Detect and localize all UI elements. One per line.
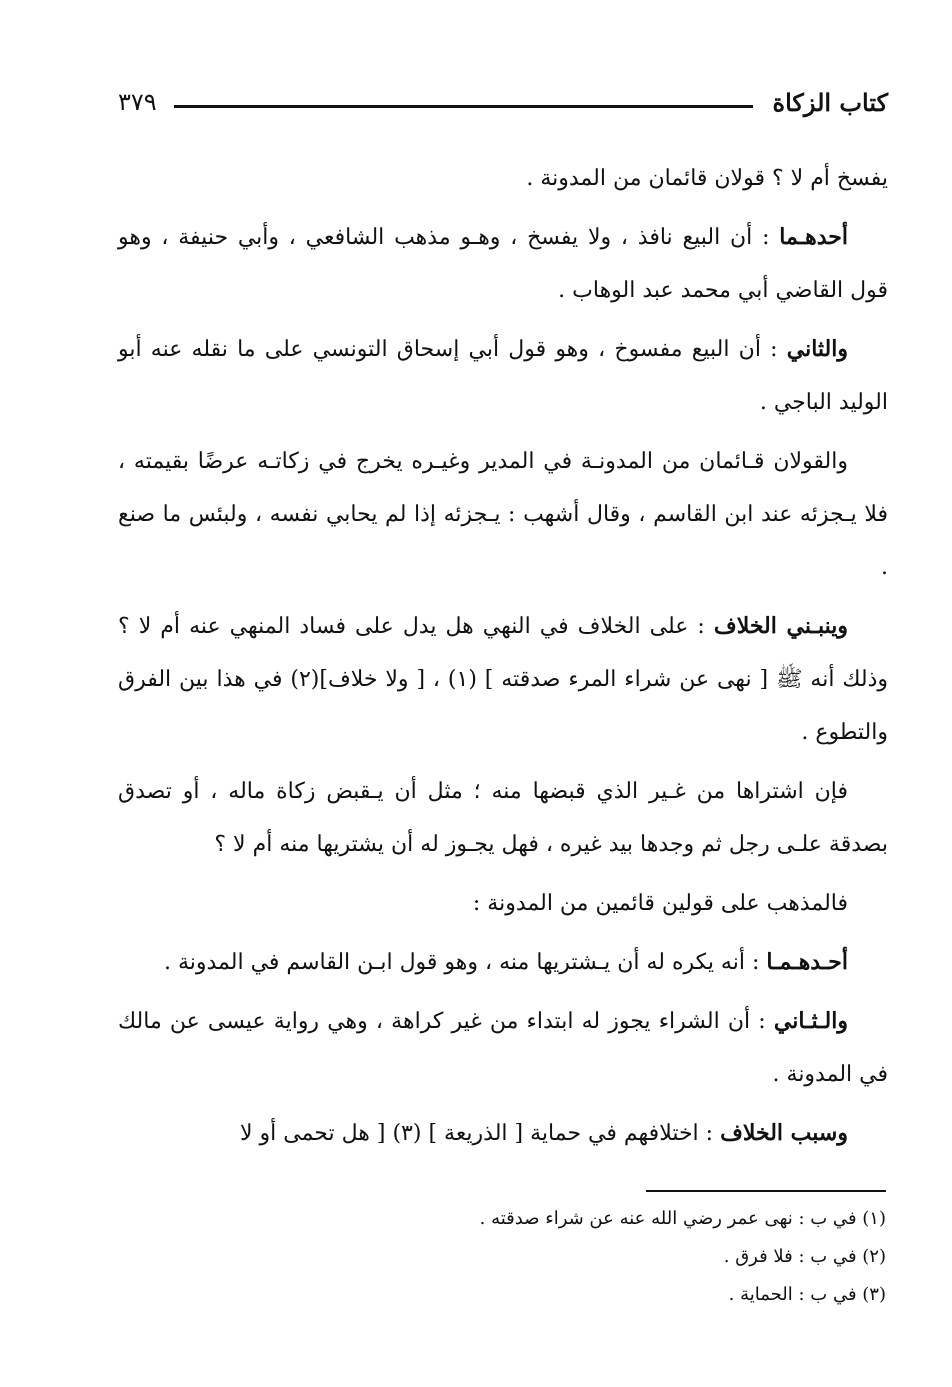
paragraph-lead: والثاني [786, 336, 848, 362]
paragraph-lead: والـثـاني [773, 1008, 848, 1034]
paragraph: والقولان قـائمان من المدونـة في المدير وغيـره يخرج في زكاتـه عرضًا بقيمته ، فلا يـجزئه عند ابن القاسم ، وقال أشهب : يـجزئه إذا لم يحابي نفسه ، ولبئس ما صنع . [118, 449, 888, 580]
paragraph-lead: أحـدهـمـا [766, 949, 848, 975]
chapter-title: كتاب الزكاة [772, 88, 888, 117]
paragraph: والثاني : أن البيع مفسوخ ، وهو قول أبي إسحاق التونسي على ما نقله عنه أبو الوليد الباجي . [118, 336, 888, 415]
paragraph: وسبب الخلاف : اختلافهم في حماية [ الذريعة ] (٣) [ هل تحمى أو لا [239, 1120, 848, 1146]
paragraph: والـثـاني : أن الشراء يجوز له ابتداء من غير كراهة ، وهي رواية عيسى عن مالك في المدونة . [118, 1008, 888, 1087]
footnote: (٣) في ب : الحماية . [728, 1284, 886, 1305]
paragraph: فالمذهب على قولين قائمين من المدونة : [472, 891, 848, 916]
paragraph: أحدهـما : أن البيع نافذ ، ولا يفسخ ، وهـو مذهب الشافعي ، وأبي حنيفة ، وهو قول القاضي أبي محمد عبد الوهاب . [118, 224, 888, 303]
paragraph: فإن اشتراها من غـير الذي قبضها منه ؛ مثل أن يـقبض زكاة ماله ، أو تصدق بصدقة علـى رجل ثم وجدها بيد غيره ، فهل يجـوز له أن يشتريها منه أم لا ؟ [118, 779, 888, 857]
running-header [118, 88, 888, 128]
paragraph-lead: وينبـني الخلاف [713, 613, 848, 639]
paragraph-lead: أحدهـما [779, 224, 848, 250]
paragraph: أحـدهـمـا : أنه يكره له أن يـشتريها منه ، وهو قول ابـن القاسم في المدونة . [163, 949, 848, 975]
footnote: (٢) في ب : فلا فرق . [723, 1246, 886, 1267]
header-rule [174, 105, 753, 108]
paragraph: وينبـني الخلاف : على الخلاف في النهي هل يدل على فساد المنهي عنه أم لا ؟ وذلك أنه ﷺ [ نهى عن شراء المرء صدقته ] (١) ، [ ولا خلاف](٢) في هذا بين الفرق والتطوع . [118, 613, 888, 745]
footnote: (١) في ب : نهى عمر رضي الله عنه عن شراء صدقته . [479, 1208, 886, 1229]
page-number: ٣٧٩ [118, 88, 157, 116]
footnote-separator [646, 1190, 886, 1192]
main-text [118, 152, 888, 1166]
paragraph-lead: وسبب الخلاف [720, 1120, 848, 1146]
footnotes [386, 1200, 886, 1314]
paragraph: يفسخ أم لا ؟ قولان قائمان من المدونة . [526, 166, 888, 191]
